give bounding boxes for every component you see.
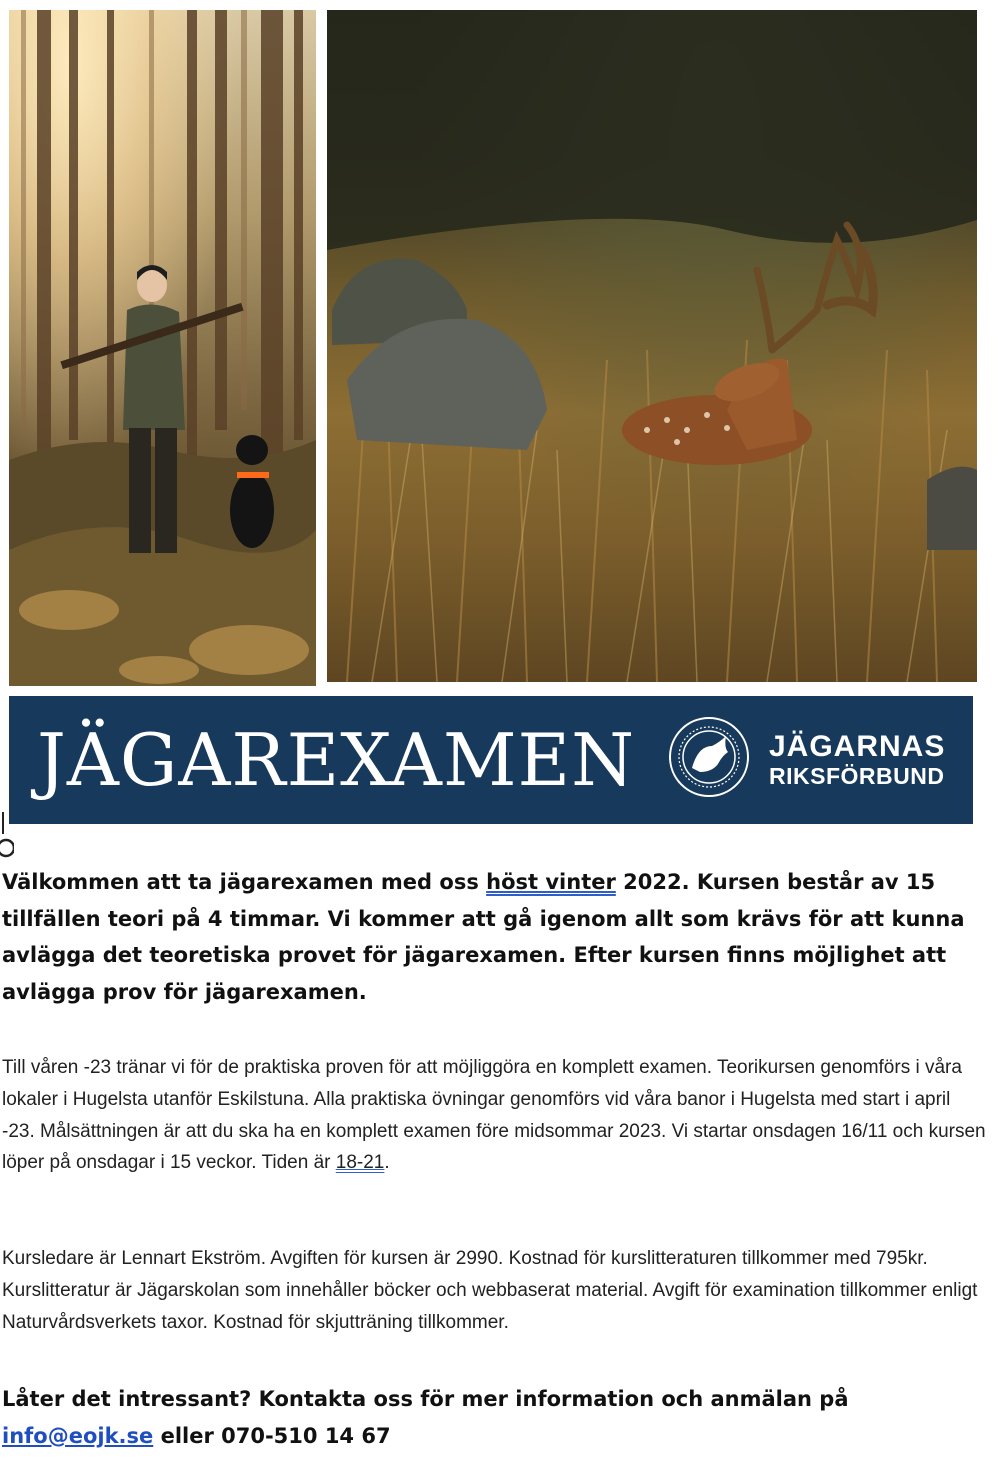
riksforbund-seal-icon: [668, 716, 750, 798]
organization-name: [769, 732, 945, 788]
contact-lead: Låter det intressant? Kontakta oss för mer information och anmälan på: [2, 1387, 849, 1411]
email-link[interactable]: info@eojk.se: [2, 1424, 154, 1448]
intro-paragraph: [2, 864, 987, 1010]
title-banner: [9, 696, 973, 824]
banner-title: JÄGAREXAMEN: [37, 718, 636, 802]
fees-paragraph: Kursledare är Lennart Ekström. Avgiften för kursen är 2990. Kostnad för kurslitteraturen tillkommer med 795kr. Kurslitteratur är Jägarskolan som innehåller böcker och webbaserat material. Avgift för examination tillkommer enligt Naturvårdsverkets taxor. Kostnad för skjutträning tillkommer.: [2, 1248, 978, 1333]
schedule-paragraph: [2, 1052, 987, 1179]
anchor-marker-icon: [0, 812, 14, 860]
schedule-text: Till våren -23 tränar vi för de praktiska proven för att möjliggöra en komplett examen. Teorikursen genomförs i våra lokaler i Hugelsta utanför Eskilstuna. Alla praktiska övningar genomförs vid våra banor i Hugelsta med start i april -23. Målsättningen är att du ska ha en komplett examen före midsommar 2023. Vi startar onsdagen 16/11 och kursen löper på onsdagar i 15 veckor. Tiden är: [2, 1057, 986, 1174]
intro-text-end: 2022. Kursen består av 15 tillfällen teori på 4 timmar. Vi kommer att gå igenom allt som krävs för att kunna avlägga det teoretiska provet för jägarexamen. Efter kursen finns möjlighet att avlägga prov för jägarexamen.: [2, 870, 965, 1004]
schedule-time-underlined: 18-21: [335, 1152, 385, 1174]
deer-meadow-illustration: [327, 10, 977, 682]
hunter-photo: [9, 10, 316, 686]
deer-photo: [327, 10, 977, 682]
hunter-forest-illustration: [9, 10, 316, 686]
org-name-line1: JÄGARNAS: [769, 730, 946, 763]
org-name-line2: RIKSFÖRBUND: [769, 763, 945, 789]
contact-paragraph: [2, 1381, 997, 1455]
contact-phone: eller 070-510 14 67: [153, 1424, 391, 1448]
intro-text-start: Välkommen att ta jägarexamen med oss: [2, 870, 487, 894]
schedule-period: .: [384, 1152, 390, 1174]
intro-season-underlined: höst vinter: [486, 870, 616, 894]
